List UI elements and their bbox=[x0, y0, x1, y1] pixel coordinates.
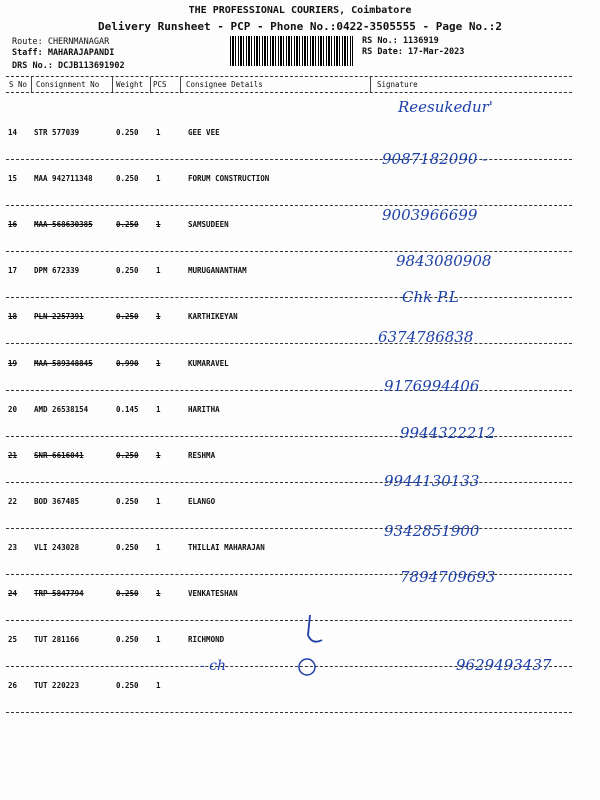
staff-text: Staff: MAHARAJAPANDI bbox=[12, 48, 115, 58]
cell-sno: 23 bbox=[8, 542, 18, 552]
handwritten-signature: 9087182090 - bbox=[382, 150, 488, 168]
cell-consignment: BOD 367485 bbox=[34, 496, 80, 506]
handwritten-signature: Reesukedur' bbox=[398, 98, 493, 116]
cell-weight: 0.250 bbox=[116, 496, 139, 506]
col-divider bbox=[150, 77, 151, 93]
cell-sno: 21 bbox=[8, 450, 18, 460]
svg-text:- ch: - ch bbox=[200, 658, 227, 674]
col-divider bbox=[180, 77, 181, 93]
cell-consignment: MAA 568630385 bbox=[34, 220, 93, 230]
col-consignee: Consignee Details bbox=[186, 80, 263, 89]
cell-consignment: TUT 281166 bbox=[34, 635, 80, 645]
cell-pcs: 1 bbox=[156, 542, 161, 552]
handwritten-signature: 7894709693 bbox=[400, 568, 496, 586]
handwritten-signature: 9843080908 bbox=[396, 252, 492, 270]
cell-weight: 0.250 bbox=[116, 635, 139, 645]
cell-consignment: DPM 672339 bbox=[34, 266, 80, 276]
col-consignment: Consignment No bbox=[36, 80, 100, 89]
cell-sno: 24 bbox=[8, 589, 18, 598]
handwritten-signature: 9003966699 bbox=[382, 206, 478, 224]
handwritten-signature: 9944322212 bbox=[400, 424, 496, 442]
cell-consignment: PLN 2257391 bbox=[34, 312, 84, 322]
cell-consignee: HARITHA bbox=[188, 404, 220, 414]
cell-weight: 0.145 bbox=[116, 404, 139, 414]
col-sno: S No bbox=[9, 80, 28, 89]
table-row bbox=[6, 359, 572, 405]
table-row bbox=[6, 266, 572, 312]
rs-date: RS Date: 17-Mar-2023 bbox=[362, 47, 465, 57]
col-divider bbox=[112, 77, 113, 93]
table-row bbox=[6, 312, 572, 358]
handwritten-signature: 9342851900 bbox=[384, 522, 480, 540]
cell-sno: 18 bbox=[8, 312, 18, 322]
cell-sno: 20 bbox=[8, 404, 18, 414]
cell-consignment: SNR 6616041 bbox=[34, 450, 84, 460]
cell-pcs: 1 bbox=[156, 496, 161, 506]
cell-consignee: KARTHIKEYAN bbox=[188, 312, 238, 322]
table-row bbox=[6, 497, 572, 543]
handwritten-signature: 9944130133 bbox=[384, 472, 480, 490]
table-row bbox=[6, 174, 572, 220]
cell-weight: 0.250 bbox=[116, 128, 139, 137]
cell-pcs: 1 bbox=[156, 635, 161, 645]
table-row bbox=[6, 681, 572, 727]
cell-weight: 0.250 bbox=[116, 589, 139, 598]
cell-weight: 0.250 bbox=[116, 312, 139, 322]
cell-consignment: MAA 942711348 bbox=[34, 174, 93, 184]
cell-consignee: VENKATESHAN bbox=[188, 589, 238, 598]
cell-consignment: TUT 220223 bbox=[34, 681, 80, 691]
drs-number: DRS No.: DCJB113691902 bbox=[12, 61, 125, 71]
cell-consignee: KUMARAVEL bbox=[188, 358, 229, 368]
col-divider bbox=[370, 77, 371, 93]
cell-consignee: SAMSUDEEN bbox=[188, 220, 229, 230]
cell-consignment: MAA 589348845 bbox=[34, 358, 93, 368]
col-weight: Weight bbox=[116, 80, 144, 89]
cell-pcs: 1 bbox=[156, 220, 161, 230]
cell-weight: 0.250 bbox=[116, 220, 139, 230]
cell-sno: 25 bbox=[8, 635, 18, 645]
row-rule bbox=[6, 297, 572, 298]
rs-number: RS No.: 1136919 bbox=[362, 36, 439, 46]
row-rule bbox=[6, 390, 572, 391]
table-row bbox=[6, 589, 572, 635]
cell-sno: 22 bbox=[8, 496, 18, 506]
header-rule bbox=[6, 92, 572, 93]
cell-sno: 17 bbox=[8, 266, 18, 276]
cell-pcs: 1 bbox=[156, 266, 161, 276]
cell-pcs: 1 bbox=[156, 450, 161, 460]
cell-weight: 0.250 bbox=[116, 681, 139, 691]
col-signature: Signature bbox=[377, 80, 418, 89]
handwritten-signature: 6374786838 bbox=[378, 328, 474, 346]
cell-consignee: MURUGANANTHAM bbox=[188, 266, 247, 276]
cell-pcs: 1 bbox=[156, 358, 161, 368]
cell-pcs: 1 bbox=[156, 404, 161, 414]
cell-sno: 26 bbox=[8, 681, 18, 691]
cell-pcs: 1 bbox=[156, 128, 161, 137]
row-rule bbox=[6, 712, 572, 713]
cell-sno: 14 bbox=[8, 128, 18, 137]
document-title: THE PROFESSIONAL COURIERS, Coimbatore bbox=[188, 5, 412, 16]
row-rule bbox=[6, 205, 572, 206]
cell-weight: 0.990 bbox=[116, 358, 139, 368]
barcode-image bbox=[230, 36, 353, 66]
handwritten-signature: 9629493437 bbox=[456, 656, 552, 674]
row-rule bbox=[6, 528, 572, 529]
cell-pcs: 1 bbox=[156, 174, 161, 184]
cell-consignee: ELANGO bbox=[188, 496, 216, 506]
cell-consignee: RESHMA bbox=[188, 450, 216, 460]
document-subtitle: Delivery Runsheet - PCP - Phone No.:0422-3505555 - Page No.:2 bbox=[98, 20, 502, 33]
row-rule bbox=[6, 343, 572, 344]
cell-weight: 0.250 bbox=[116, 542, 139, 552]
cell-consignment: VLI 243028 bbox=[34, 542, 80, 552]
handwritten-signature: 9176994406 bbox=[384, 377, 480, 395]
cell-consignment: TRP 5847794 bbox=[34, 589, 84, 598]
cell-consignee: RICHMOND bbox=[188, 635, 225, 645]
cell-pcs: 1 bbox=[156, 681, 161, 691]
cell-sno: 16 bbox=[8, 220, 18, 230]
cell-consignee: FORUM CONSTRUCTION bbox=[188, 174, 270, 184]
cell-pcs: 1 bbox=[156, 589, 161, 598]
cell-weight: 0.250 bbox=[116, 174, 139, 184]
cell-consignee: GEE VEE bbox=[188, 128, 220, 137]
cell-consignment: STR 577039 bbox=[34, 128, 80, 137]
cell-consignee: THILLAI MAHARAJAN bbox=[188, 542, 265, 552]
table-top-rule bbox=[6, 76, 572, 77]
col-divider bbox=[31, 77, 32, 93]
cell-consignment: AMD 26538154 bbox=[34, 404, 89, 414]
table-row bbox=[6, 451, 572, 497]
col-pcs: PCS bbox=[153, 80, 167, 89]
row-rule bbox=[6, 620, 572, 621]
cell-sno: 19 bbox=[8, 358, 18, 368]
cell-sno: 15 bbox=[8, 174, 18, 184]
handwritten-signature: Chk P.L bbox=[402, 288, 459, 306]
cell-pcs: 1 bbox=[156, 312, 161, 322]
route-text: Route: CHERNMANAGAR bbox=[12, 37, 110, 47]
cell-weight: 0.250 bbox=[116, 266, 139, 276]
cell-weight: 0.250 bbox=[116, 450, 139, 460]
row-rule bbox=[6, 482, 572, 483]
